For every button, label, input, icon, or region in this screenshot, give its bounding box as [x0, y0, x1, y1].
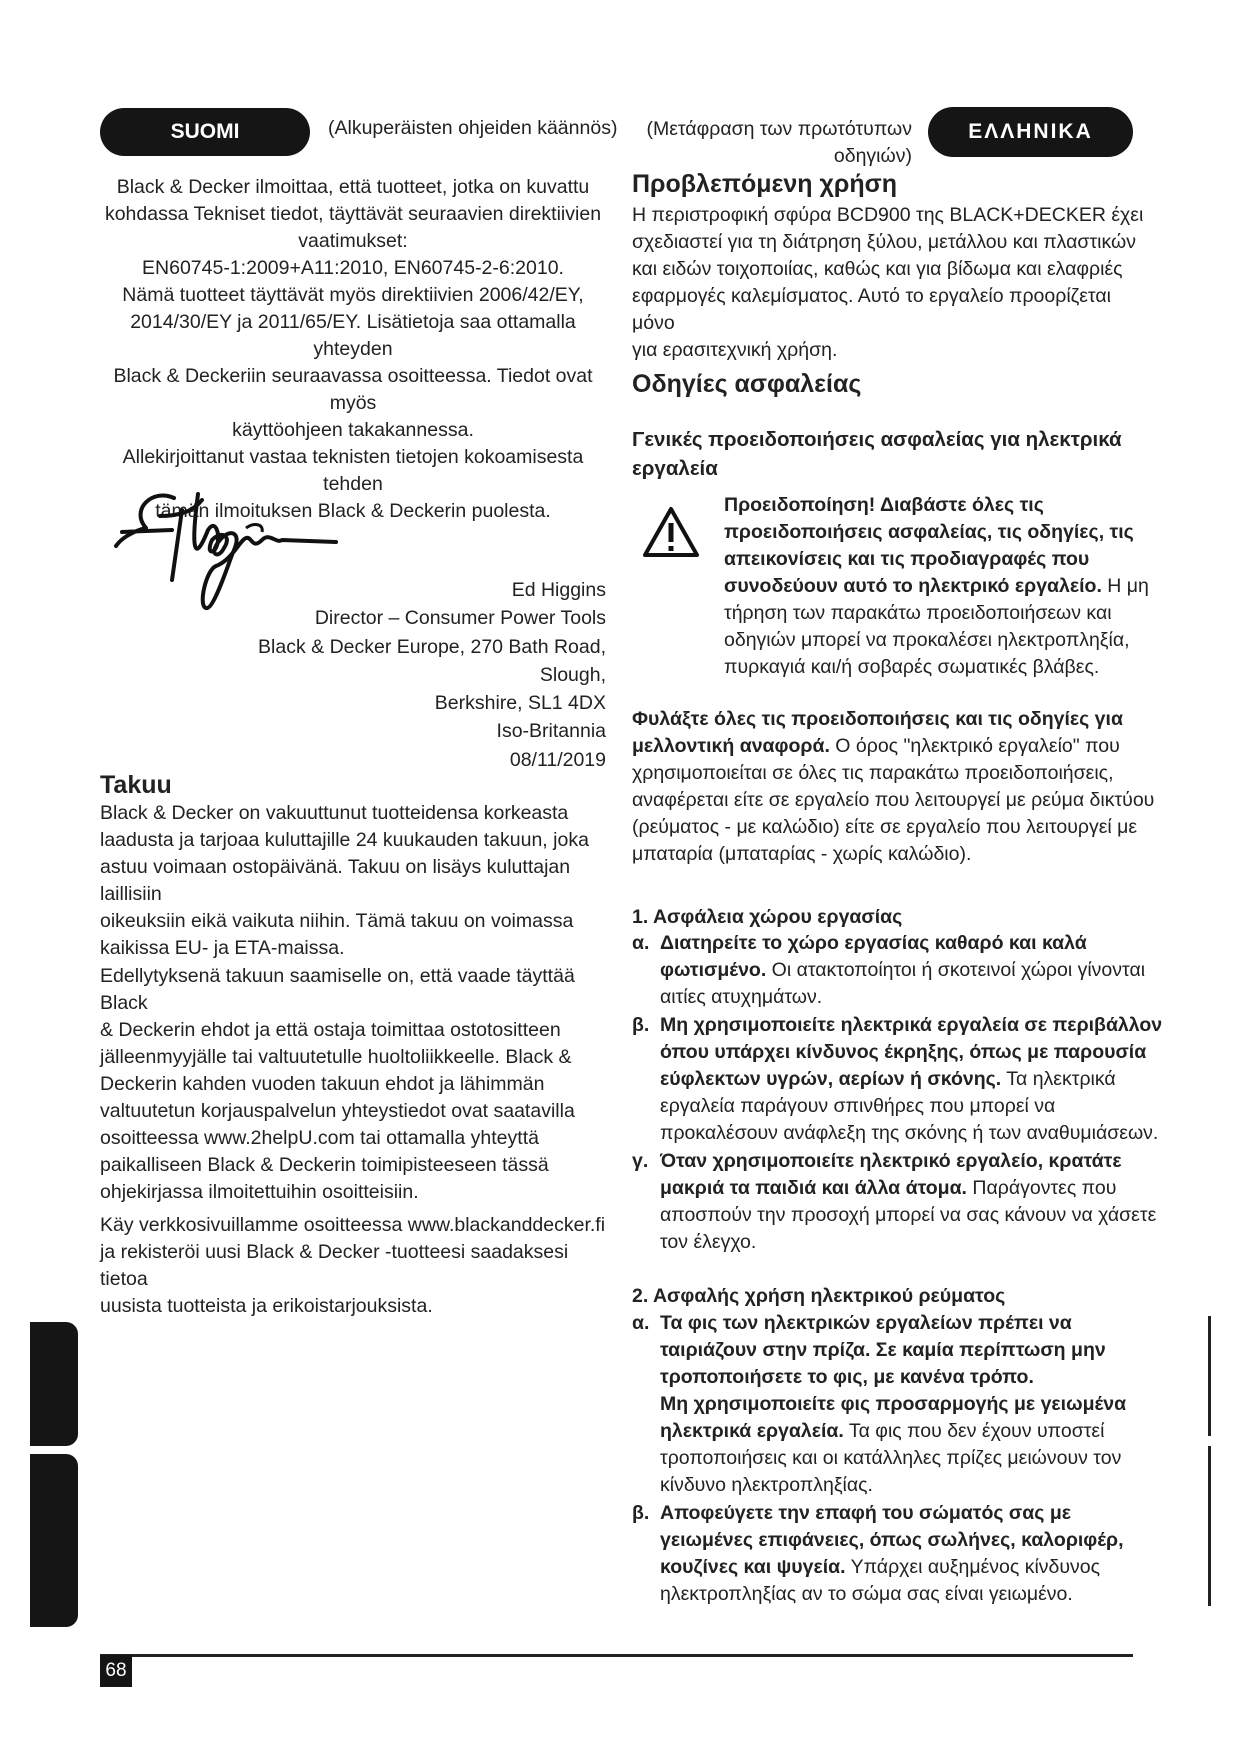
language-badge-finnish: SUOMI: [100, 108, 310, 156]
side-tab-lower: [30, 1454, 78, 1627]
text-line: Edellytyksenä takuun saamiselle on, että vaade täyttää Black: [100, 965, 575, 1014]
text-line: για ερασιτεχνική χρήση.: [632, 339, 838, 361]
text-line: εφαρμογές καλεμίσματος. Αυτό το εργαλείο προορίζεται μόνο: [632, 285, 1111, 334]
page-number: 68: [100, 1655, 132, 1687]
text-line: τον έλεγχο.: [660, 1231, 757, 1253]
list-label: α.: [632, 932, 650, 954]
text-line: käyttöohjeen takakannessa.: [232, 419, 474, 441]
language-badge-greek: ΕΛΛΗΝΙΚΑ: [928, 107, 1133, 157]
text-line: laadusta ja tarjoaa kuluttajille 24 kuukauden takuun, joka: [100, 829, 589, 851]
text-line: μακριά τα παιδιά και άλλα άτομα.: [660, 1177, 967, 1199]
text-line: 2014/30/EY ja 2011/65/EY. Lisätietoja saa ottamalla yhteyden: [130, 311, 576, 360]
text-line: ohjekirjassa ilmoitettuihin osoitteisiin.: [100, 1181, 419, 1203]
text-line: [632, 733, 1162, 760]
list-label: β.: [632, 1014, 650, 1036]
work-area-item-c: [632, 1148, 1172, 1256]
electrical-safety-heading: 2. Ασφαλής χρήση ηλεκτρικού ρεύματος: [632, 1285, 1006, 1307]
text-line: Τα ηλεκτρικά: [1001, 1068, 1116, 1090]
warranty-para-1: [100, 800, 620, 962]
text-line: γειωμένες επιφάνειες, όπως σωλήνες, καλοριφέρ,: [660, 1529, 1124, 1551]
translation-note-greek: [640, 116, 912, 170]
text-line: Φυλάξτε όλες τις προειδοποιήσεις και τις οδηγίες για: [632, 708, 1123, 730]
text-line: αιτίες ατυχημάτων.: [660, 986, 823, 1008]
warning-text: [724, 492, 1164, 681]
text-line: εργαλεία: [632, 457, 718, 480]
text-line: προειδοποιήσεις ασφαλείας, τις οδηγίες, τις: [724, 521, 1134, 543]
text-line: [660, 1066, 1162, 1093]
text-line: paikalliseen Black & Deckerin toimipisteeseen tässä: [100, 1154, 549, 1176]
list-body: [660, 930, 1145, 1011]
text-line: απεικονίσεις και τις προδιαγραφές που: [724, 548, 1090, 570]
text-line: εργαλεία παράγουν σπινθήρες που μπορεί να: [660, 1095, 1056, 1117]
text-line: τροποποιήσετε το φις, με κανένα τρόπο.: [660, 1366, 1034, 1388]
text-line: jälleenmyyjälle tai valtuutetulle huoltoliikkeelle. Black &: [100, 1046, 572, 1068]
text-line: [660, 1554, 1124, 1581]
text-line: Black & Decker ilmoittaa, että tuotteet, jotka on kuvattu: [116, 176, 590, 198]
text-line: 08/11/2019: [509, 748, 606, 771]
general-warnings-heading: [632, 425, 1152, 483]
text-line: φωτισμένο.: [660, 959, 767, 981]
text-line: oikeuksiin eikä vaikuta niihin. Tämä takuu on voimassa: [100, 910, 574, 932]
warranty-para-2: [100, 963, 620, 1206]
text-line: Black & Deckeriin seuraavassa osoitteessa. Tiedot ovat myös: [113, 365, 593, 414]
electrical-item-a: [632, 1310, 1172, 1499]
footer-rule: [100, 1654, 1133, 1657]
text-line: [660, 957, 1145, 984]
text-line: astuu voimaan ostopäivänä. Takuu on lisäys kuluttajan laillisiin: [100, 856, 571, 905]
text-line: οδηγιών μπορεί να προκαλέσει ηλεκτροπληξία,: [724, 629, 1130, 651]
text-line: [660, 1418, 1126, 1445]
list-body: [660, 1012, 1162, 1147]
translation-note-finnish: (Alkuperäisten ohjeiden käännös): [328, 117, 618, 139]
text-line: κουζίνες και ψυγεία.: [660, 1556, 846, 1578]
text-line: kohdassa Tekniset tiedot, täyttävät seuraavien direktiivien: [104, 203, 602, 225]
text-line: σχεδιαστεί για τη διάτρηση ξύλου, μετάλλου και πλαστικών: [632, 231, 1136, 253]
list-label: β.: [632, 1502, 650, 1524]
text-line: τροποποιήσεις και οι κατάλληλες πρίζες μειώνουν τον: [660, 1447, 1122, 1469]
text-line: tämän ilmoituksen Black & Deckerin puolesta.: [155, 500, 551, 522]
text-line: vaatimukset:: [298, 230, 408, 252]
text-line: Nämä tuotteet täyttävät myös direktiivien 2006/42/EY,: [122, 284, 584, 306]
text-line: εύφλεκτων υγρών, αερίων ή σκόνης.: [660, 1068, 1002, 1090]
text-line: Black & Decker on vakuuttunut tuotteidensa korkeasta: [100, 802, 569, 824]
text-line: μπαταρία (μπαταρίας - χωρίς καλώδιο).: [632, 843, 972, 865]
text-line: Η μη: [1101, 575, 1149, 597]
warranty-para-3: [100, 1212, 620, 1320]
text-line: Deckerin kahden vuoden takuun ehdot ja lähimmän: [100, 1073, 545, 1095]
text-line: Διατηρείτε το χώρο εργασίας καθαρό και καλά: [660, 932, 1087, 954]
text-line: ja rekisteröi uusi Black & Decker -tuotteesi saadaksesi tietoa: [100, 1241, 569, 1290]
translation-note-greek-line1: (Μετάφραση των πρωτότυπων: [646, 118, 912, 140]
text-line: χρησιμοποιείται σε όλες τις παρακάτω προειδοποιήσεις,: [632, 762, 1114, 784]
text-line: Käy verkkosivuillamme osoitteessa www.blackanddecker.fi: [100, 1214, 606, 1236]
text-line: συνοδεύουν αυτό το ηλεκτρικό εργαλείο.: [724, 575, 1102, 597]
text-line: και ειδών τοιχοποιίας, καθώς και για βίδωμα και ελαφριές: [632, 258, 1123, 280]
warning-triangle-icon: [642, 506, 700, 558]
text-line: αναφέρεται είτε σε εργαλείο που λειτουργεί με ρεύμα δικτύου: [632, 789, 1155, 811]
intended-use-text: [632, 202, 1152, 364]
text-line: Γενικές προειδοποιήσεις ασφαλείας για ηλεκτρικά: [632, 428, 1122, 451]
text-line: Αποφεύγετε την επαφή του σώματός σας με: [660, 1502, 1072, 1524]
warranty-heading: Takuu: [100, 771, 172, 799]
text-line: αποσπούν την προσοχή μπορεί να σας κάνουν να χάσετε: [660, 1204, 1157, 1226]
text-line: Προειδοποίηση! Διαβάστε όλες τις: [724, 494, 1044, 516]
work-area-safety-heading: 1. Ασφάλεια χώρου εργασίας: [632, 906, 903, 928]
side-tab-upper: [30, 1322, 78, 1446]
text-line: Τα φις που δεν έχουν υποστεί: [843, 1420, 1105, 1442]
list-body: [660, 1310, 1126, 1499]
text-line: [660, 1175, 1156, 1202]
text-line: valtuutetun korjauspalvelun yhteystiedot ovat saatavilla: [100, 1100, 575, 1122]
text-line: Berkshire, SL1 4DX: [434, 692, 606, 715]
text-line: πυρκαγιά και/ή σοβαρές σωματικές βλάβες.: [724, 656, 1100, 678]
text-line: ηλεκτρικά εργαλεία.: [660, 1420, 844, 1442]
text-line: ηλεκτροπληξίας αν το σώμα σας είναι γειωμένο.: [660, 1583, 1073, 1605]
intended-use-heading: Προβλεπόμενη χρήση: [632, 170, 898, 198]
text-line: προκαλέσουν ανάφλεξη της σκόνης ή των αναθυμιάσεων.: [660, 1122, 1159, 1144]
text-line: [724, 573, 1164, 600]
text-line: τήρηση των παρακάτω προειδοποιήσεων και: [724, 602, 1112, 624]
text-line: & Deckerin ehdot ja että ostaja toimittaa ostotositteen: [100, 1019, 561, 1041]
work-area-item-b: [632, 1012, 1172, 1147]
margin-bar-upper: [1208, 1316, 1211, 1436]
text-line: EN60745-1:2009+A11:2010, EN60745-2-6:2010.: [142, 257, 564, 279]
text-line: Allekirjoittanut vastaa teknisten tietojen kokoamisesta tehden: [122, 446, 584, 495]
text-line: Υπάρχει αυξημένος κίνδυνος: [845, 1556, 1101, 1578]
text-line: κίνδυνο ηλεκτροπληξίας.: [660, 1474, 873, 1496]
text-line: μελλοντική αναφορά.: [632, 735, 830, 757]
text-line: Παράγοντες που: [966, 1177, 1117, 1199]
keep-instructions-text: [632, 706, 1162, 868]
list-body: [660, 1148, 1156, 1256]
safety-instructions-heading: Οδηγίες ασφαλείας: [632, 370, 862, 398]
text-line: (ρεύματος - με καλώδιο) είτε σε εργαλείο που λειτουργεί με: [632, 816, 1138, 838]
list-body: [660, 1500, 1124, 1608]
text-line: Όταν χρησιμοποιείτε ηλεκτρικό εργαλείο, κρατάτε: [660, 1150, 1122, 1172]
text-line: kaikissa EU- ja ETA-maissa.: [100, 937, 345, 959]
text-line: uusista tuotteista ja erikoistarjouksista.: [100, 1295, 433, 1317]
text-line: Μη χρησιμοποιείτε φις προσαρμογής με γειωμένα: [660, 1393, 1127, 1415]
electrical-item-b: [632, 1500, 1172, 1608]
text-line: Τα φις των ηλεκτρικών εργαλείων πρέπει να: [660, 1312, 1072, 1334]
text-line: Μη χρησιμοποιείτε ηλεκτρικά εργαλεία σε περιβάλλον: [660, 1014, 1163, 1036]
text-line: Οι ατακτοποίητοι ή σκοτεινοί χώροι γίνονται: [766, 959, 1146, 981]
text-line: Director – Consumer Power Tools: [314, 607, 606, 630]
text-line: Η περιστροφική σφύρα BCD900 της BLACK+DECKER έχει: [632, 204, 1144, 226]
text-line: Ed Higgins: [511, 579, 606, 601]
translation-note-greek-line2: οδηγιών): [833, 145, 912, 167]
text-line: ταιριάζουν στην πρίζα. Σε καμία περίπτωση μην: [660, 1339, 1106, 1361]
text-line: Black & Decker Europe, 270 Bath Road, Slough,: [258, 635, 606, 686]
list-label: γ.: [632, 1150, 649, 1172]
work-area-item-a: [632, 930, 1172, 1011]
margin-bar-lower: [1208, 1446, 1211, 1606]
text-line: osoitteessa www.2helpU.com tai ottamalla yhteyttä: [100, 1127, 539, 1149]
signatory-block: [200, 576, 606, 774]
text-line: Iso-Britannia: [496, 720, 606, 743]
text-line: όπου υπάρχει κίνδυνος έκρηξης, όπως με παρουσία: [660, 1041, 1147, 1063]
text-line: Ο όρος "ηλεκτρικό εργαλείο" που: [829, 735, 1120, 757]
list-label: α.: [632, 1312, 650, 1334]
